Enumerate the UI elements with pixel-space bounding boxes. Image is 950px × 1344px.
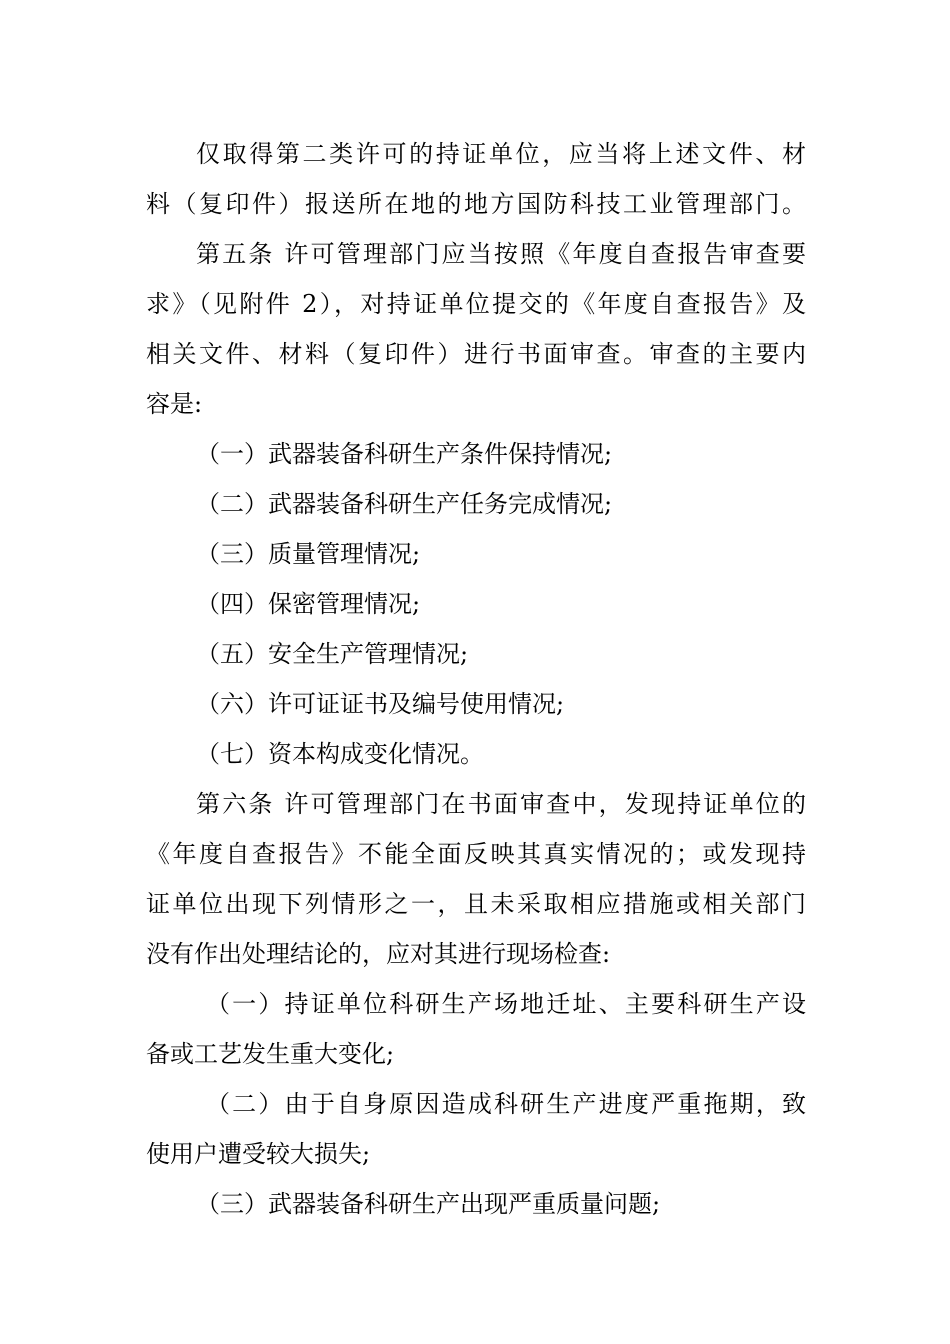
article-6-line: 没有作出处理结论的，应对其进行现场检查: — [146, 940, 611, 968]
paragraph-line: 料（复印件）报送所在地的地方国防科技工业管理部门。 — [146, 190, 806, 218]
article-5-line: 求》（见附件 2），对持证单位提交的《年度自查报告》及 — [146, 290, 806, 318]
list-item: （二）由于自身原因造成科研生产进度严重拖期，致 — [206, 1090, 806, 1118]
article-5-line: 第五条 许可管理部门应当按照《年度自查报告审查要 — [196, 240, 806, 268]
list-item: （一）武器装备科研生产条件保持情况; — [196, 440, 613, 468]
list-item: （七）资本构成变化情况。 — [196, 740, 484, 768]
list-item: （三）质量管理情况; — [196, 540, 421, 568]
list-item-continuation: 使用户遭受较大损失; — [146, 1140, 371, 1168]
article-5-line: 相关文件、材料（复印件）进行书面审查。审查的主要内 — [146, 340, 806, 368]
list-item: （五）安全生产管理情况; — [196, 640, 469, 668]
list-item: （六）许可证证书及编号使用情况; — [196, 690, 565, 718]
paragraph-line: 仅取得第二类许可的持证单位，应当将上述文件、材 — [196, 140, 806, 168]
list-item: （三）武器装备科研生产出现严重质量问题; — [196, 1190, 661, 1218]
list-item: （四）保密管理情况; — [196, 590, 421, 618]
article-6-line: 《年度自查报告》不能全面反映其真实情况的；或发现持 — [146, 840, 806, 868]
list-item: （二）武器装备科研生产任务完成情况; — [196, 490, 613, 518]
list-item: （一）持证单位科研生产场地迁址、主要科研生产设 — [206, 990, 806, 1018]
article-6-line: 第六条 许可管理部门在书面审查中，发现持证单位的 — [196, 790, 806, 818]
article-6-line: 证单位出现下列情形之一，且未采取相应措施或相关部门 — [146, 890, 806, 918]
list-item-continuation: 备或工艺发生重大变化; — [146, 1040, 395, 1068]
article-5-line: 容是: — [146, 390, 203, 418]
